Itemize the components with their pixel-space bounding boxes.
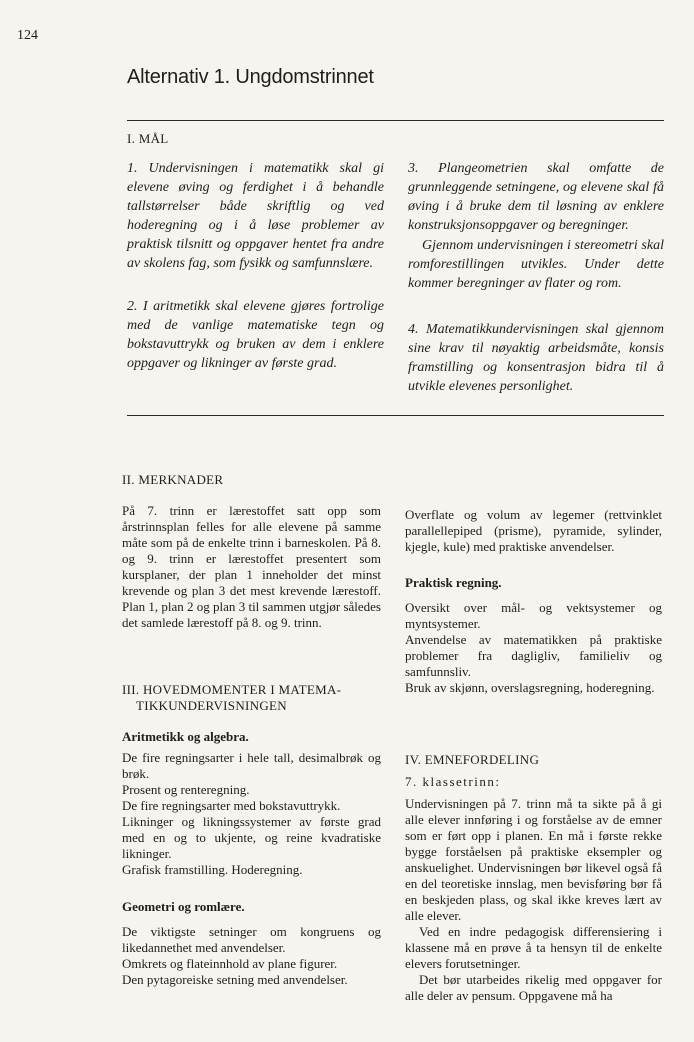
practical-line: Anvendelse av matematikken på praktiske problemer fra dagligliv, familieliv og samfunnsliv.	[405, 632, 662, 679]
distribution-paragraph: Ved en indre pedagogisk differensiering i klassene må en prøve å ta hensyn til de enkelte elevers forutsetninger.	[405, 924, 662, 971]
subheading-arithmetic-algebra: Aritmetikk og algebra.	[122, 729, 249, 744]
geometry-line: De viktigste setninger om kongruens og likedannethet med anvendelser.	[122, 924, 381, 955]
geometry-line: Den pytagoreiske setning med anvendelser.	[122, 972, 348, 987]
section-heading-main-points	[122, 682, 382, 714]
page-title: Alternativ 1. Ungdomstrinnet	[127, 66, 374, 88]
heading-line-2: TIKKUNDERVISNINGEN	[136, 698, 287, 713]
distribution-paragraph: Det bør utarbeides rikelig med oppgaver for alle deler av pensum. Oppgavene må ha	[405, 972, 662, 1003]
heading-line-1: III. HOVEDMOMENTER I MATEMA-	[122, 682, 342, 697]
bottom-divider	[127, 415, 664, 416]
distribution-paragraph: Undervisningen på 7. trinn må ta sikte på å gi alle elever innføring i og forståelse av de emner som er ført opp i planen. En må i første rekke bygge forståelsen på praktiske eksempler og anskuelighet. Undervisningen bør likevel også få en del teoretiske innslag, men bevisføring bør få en beskjeden plass, og skal ikke kreves lært av alle elever.	[405, 796, 662, 923]
section-heading-distribution: IV. EMNEFORDELING	[405, 752, 540, 767]
geometry-list	[122, 924, 381, 988]
subheading-geometry: Geometri og romlære.	[122, 899, 245, 914]
algebra-list	[122, 750, 381, 878]
algebra-line: Grafisk framstilling. Hoderegning.	[122, 862, 303, 877]
grade-heading: 7. klassetrinn:	[405, 774, 501, 789]
goal-1: 1. Undervisningen i matematikk skal gi elevene øving og ferdighet i å behandle tallstørrelser både skriftlig og ved hoderegning og i å løse problemer av praktisk tilsnitt og oppgaver hentet fra andre av skolens fag, som fysikk og samfunnslære.	[127, 161, 384, 271]
goal-4: 4. Matematikkundervisningen skal gjennom sine krav til nøyaktig arbeidsmåte, konsis framstilling og konsentrasjon bidra til å utvikle elevenes personlighet.	[408, 322, 664, 394]
goal-3: 3. Plangeometrien skal omfatte de grunnleggende setningene, og elevene skal få øving i å bruke dem til løsning av enklere konstruksjonsoppgaver og beregninger.	[408, 161, 664, 233]
practical-line: Oversikt over mål- og vektsystemer og myntsystemer.	[405, 600, 662, 631]
page-number: 124	[17, 28, 38, 43]
practical-list	[405, 600, 662, 696]
top-divider	[127, 120, 664, 121]
practical-line: Bruk av skjønn, overslagsregning, hoderegning.	[405, 680, 655, 695]
subheading-practical: Praktisk regning.	[405, 575, 502, 590]
geometry-continued: Overflate og volum av legemer (rettvinklet parallellepiped (prisme), pyramide, sylinder, kjegle, kule) med praktiske anvendelser.	[405, 507, 662, 554]
section-heading-remarks: II. MERKNADER	[122, 472, 224, 487]
goal-3-stereometry: Gjennom undervisningen i stereometri skal romforestillingen utvikles. Under dette kommer beregninger av flater og rom.	[408, 238, 664, 291]
remarks-text: På 7. trinn er lærestoffet satt opp som årstrinnsplan felles for alle elevene på samme måte som på de enkelte trinn i barneskolen. På 8. og 9. trinn er lærestoffet presentert som kursplaner, der plan 1 inneholder det minst krevende og plan 3 det mest krevende lærestoff. Plan 1, plan 2 og plan 3 til sammen utgjør således det samlede lærestoff på 8. og 9. trinn.	[122, 503, 381, 630]
algebra-line: De fire regningsarter med bokstavuttrykk.	[122, 798, 341, 813]
algebra-line: Likninger og likningssystemer av første grad med en og to ukjente, og reine kvadratiske likninger.	[122, 814, 381, 861]
section-heading-goals: I. MÅL	[127, 131, 169, 146]
geometry-line: Omkrets og flateinnhold av plane figurer.	[122, 956, 338, 971]
distribution-text	[405, 796, 662, 1004]
algebra-line: De fire regningsarter i hele tall, desimalbrøk og brøk.	[122, 750, 381, 781]
goal-2: 2. I aritmetikk skal elevene gjøres fortrolige med de vanlige matematiske tegn og bokstavuttrykk og bruken av dem i enklere oppgaver og likninger av første grad.	[127, 299, 384, 371]
algebra-line: Prosent og renteregning.	[122, 782, 250, 797]
